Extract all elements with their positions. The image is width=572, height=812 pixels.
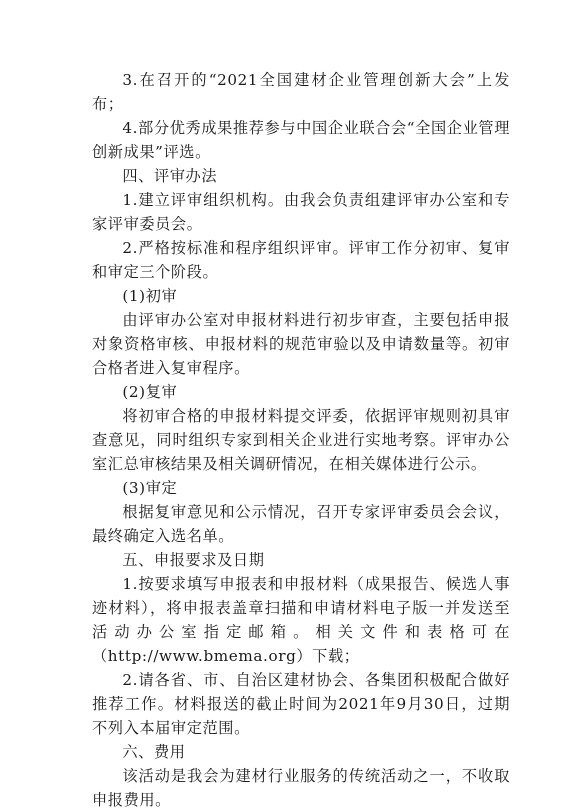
- paragraph-deadline: 2.请各省、市、自治区建材协会、各集团积极配合做好推荐工作。材料报送的截止时间为2021年9月30日，过期不列入本届审定范围。: [92, 671, 510, 737]
- heading-review-method: 四、评审办法: [122, 167, 218, 185]
- document-body: [92, 68, 510, 812]
- heading-requirements-dates: 五、申报要求及日期: [122, 551, 265, 569]
- paragraph-recommend-cec: 4.部分优秀成果推荐参与中国企业联合会“全国企业管理创新成果”评选。: [92, 119, 510, 161]
- paragraph-final-review: 根据复审意见和公示情况，召开专家评审委员会会议，最终确定入选名单。: [92, 503, 510, 545]
- paragraph-preliminary-review: 由评审办公室对申报材料进行初步审查，主要包括申报对象资格审核、申报材料的规范审验以及申请数量等。初审合格者进入复审程序。: [92, 311, 510, 377]
- subheading-second-review: (2)复审: [122, 383, 178, 401]
- paragraph-application-forms: 1.按要求填写申报表和申报材料（成果报告、候选人事迹材料），将申报表盖章扫描和申请材料电子版一并发送至活动办公室指定邮箱。相关文件和表格可在（http://www.bmema.org）下载；: [92, 575, 510, 665]
- paragraph-release-conference: 3.在召开的“2021全国建材企业管理创新大会”上发布；: [92, 71, 510, 113]
- paragraph-no-fee: 该活动是我会为建材行业服务的传统活动之一，不收取申报费用。: [92, 767, 510, 809]
- paragraph-review-standards: 2.严格按标准和程序组织评审。评审工作分初审、复审和审定三个阶段。: [92, 239, 510, 281]
- paragraph-second-review: 将初审合格的申报材料提交评委，依据评审规则初具审查意见，同时组织专家到相关企业进行实地考察。评审办公室汇总审核结果及相关调研情况，在相关媒体进行公示。: [92, 407, 510, 473]
- paragraph-review-organization: 1.建立评审组织机构。由我会负责组建评审办公室和专家评审委员会。: [92, 191, 510, 233]
- heading-fees: 六、费用: [122, 743, 186, 761]
- subheading-final-review: (3)审定: [122, 479, 178, 497]
- subheading-preliminary-review: (1)初审: [122, 287, 178, 305]
